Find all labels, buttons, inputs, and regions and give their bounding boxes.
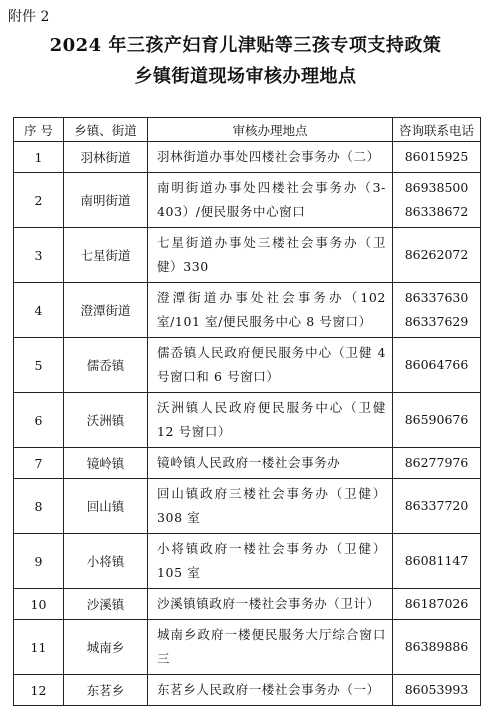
table-row (14, 479, 481, 534)
row-town: 儒岙镇 (64, 338, 148, 393)
phone-number: 86262072 (404, 247, 469, 262)
row-address: 儒岙镇人民政府便民服务中心（卫健 4 号窗口和 6 号窗口） (148, 338, 393, 393)
row-town: 南明街道 (64, 173, 148, 228)
row-serial: 10 (14, 589, 64, 620)
row-town: 七星街道 (64, 228, 148, 283)
table-row (14, 675, 481, 706)
row-serial: 5 (14, 338, 64, 393)
phone-number: 86064766 (404, 357, 469, 372)
row-serial: 8 (14, 479, 64, 534)
row-town: 羽林街道 (64, 142, 148, 173)
row-address: 镜岭镇人民政府一楼社会事务办 (148, 448, 393, 479)
row-address: 七星街道办事处三楼社会事务办（卫健）330 (148, 228, 393, 283)
row-phone (393, 142, 481, 173)
table-row (14, 142, 481, 173)
row-serial: 11 (14, 620, 64, 675)
row-phone (393, 675, 481, 706)
row-town: 回山镇 (64, 479, 148, 534)
row-phone (393, 393, 481, 448)
document-subtitle: 乡镇街道现场审核办理地点 (134, 66, 357, 87)
row-address: 澄潭街道办事处社会事务办（102 室/101 室/便民服务中心 8 号窗口） (148, 283, 393, 338)
attachment-label: 附件 2 (8, 9, 50, 25)
row-address: 沙溪镇镇政府一楼社会事务办（卫计） (148, 589, 393, 620)
row-phone (393, 173, 481, 228)
phone-number: 86938500 (404, 180, 469, 195)
row-address: 城南乡政府一楼便民服务大厅综合窗口三 (148, 620, 393, 675)
row-town: 澄潭街道 (64, 283, 148, 338)
row-address: 回山镇政府三楼社会事务办（卫健）308 室 (148, 479, 393, 534)
table-row (14, 448, 481, 479)
phone-number: 86277976 (404, 455, 469, 470)
row-serial: 2 (14, 173, 64, 228)
row-town: 沃洲镇 (64, 393, 148, 448)
header-address: 审核办理地点 (148, 118, 393, 142)
table-row (14, 393, 481, 448)
phone-number: 86187026 (404, 596, 469, 611)
row-phone (393, 283, 481, 338)
phone-number: 86015925 (404, 149, 469, 164)
table-row (14, 338, 481, 393)
row-phone (393, 479, 481, 534)
phone-number: 86338672 (404, 204, 469, 219)
row-serial: 7 (14, 448, 64, 479)
header-phone: 咨询联系电话 (393, 118, 481, 142)
table-row (14, 620, 481, 675)
row-town: 东茗乡 (64, 675, 148, 706)
row-town: 沙溪镇 (64, 589, 148, 620)
table-header-row (14, 118, 481, 142)
row-phone (393, 620, 481, 675)
row-serial: 12 (14, 675, 64, 706)
phone-number: 86337630 (404, 290, 469, 305)
row-serial: 9 (14, 534, 64, 589)
table-row (14, 228, 481, 283)
row-serial: 4 (14, 283, 64, 338)
row-address: 羽林街道办事处四楼社会事务办（二） (148, 142, 393, 173)
row-serial: 1 (14, 142, 64, 173)
row-address: 沃洲镇人民政府便民服务中心（卫健 12 号窗口） (148, 393, 393, 448)
row-serial: 3 (14, 228, 64, 283)
row-town: 小将镇 (64, 534, 148, 589)
table-row (14, 283, 481, 338)
table-row (14, 173, 481, 228)
row-phone (393, 448, 481, 479)
row-address: 小将镇政府一楼社会事务办（卫健）105 室 (148, 534, 393, 589)
location-table (13, 117, 481, 706)
row-phone (393, 338, 481, 393)
row-phone (393, 534, 481, 589)
phone-number: 86337629 (404, 314, 469, 329)
header-serial: 序 号 (14, 118, 64, 142)
row-phone (393, 228, 481, 283)
document-title: 2024 年三孩产妇育儿津贴等三孩专项支持政策 (49, 35, 442, 56)
row-address: 东茗乡人民政府一楼社会事务办（一） (148, 675, 393, 706)
phone-number: 86590676 (404, 412, 469, 427)
row-serial: 6 (14, 393, 64, 448)
phone-number: 86337720 (404, 498, 469, 513)
header-town: 乡镇、街道 (64, 118, 148, 142)
table-row (14, 589, 481, 620)
table-row (14, 534, 481, 589)
row-address: 南明街道办事处四楼社会事务办（3-403）/便民服务中心窗口 (148, 173, 393, 228)
phone-number: 86081147 (404, 553, 469, 568)
row-town: 城南乡 (64, 620, 148, 675)
row-town: 镜岭镇 (64, 448, 148, 479)
phone-number: 86053993 (404, 682, 469, 697)
phone-number: 86389886 (404, 639, 469, 654)
row-phone (393, 589, 481, 620)
